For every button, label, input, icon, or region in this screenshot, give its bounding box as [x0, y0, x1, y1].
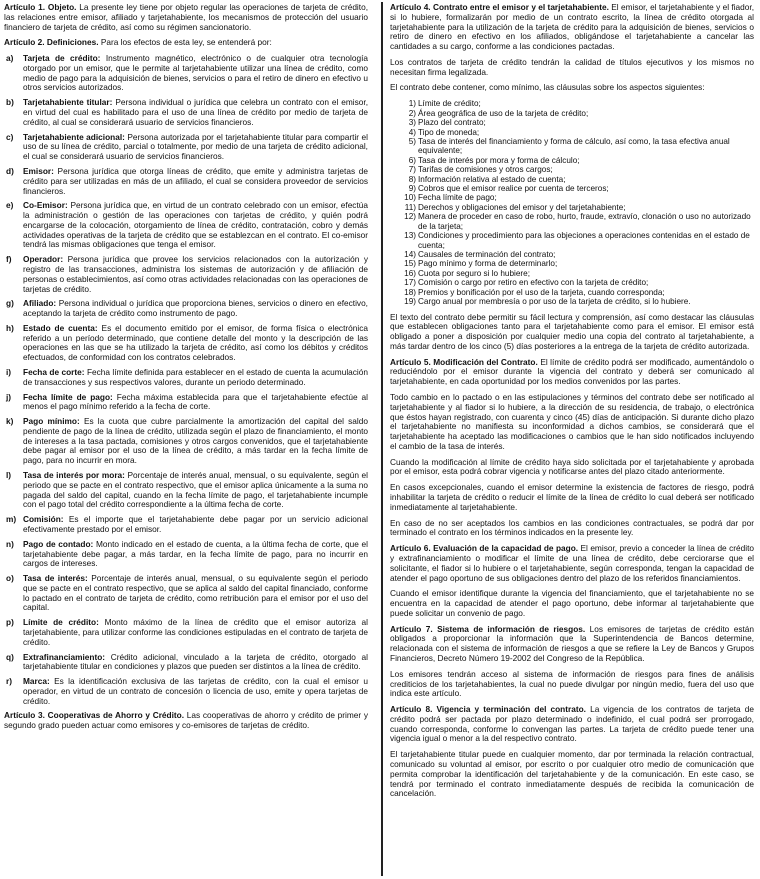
clause-text: Cargo anual por membresía o por uso de la tarjeta de crédito, si lo hubiere. [418, 297, 691, 307]
clause-number: 12) [404, 212, 416, 222]
clause-text: Tasa de interés por mora y forma de cálculo; [418, 155, 580, 165]
clause-number: 2) [408, 108, 416, 118]
definition-text: Porcentaje de interés anual, mensual, o su equivalente según el periodo que se pacte en el contrato respectivo, que se aplica al saldo del capital financiado, conforme lo pactado en el contrato de tarjeta de crédito, como retribución para el emisor por el uso del capital. [23, 573, 368, 613]
definition-term: Fecha límite de pago: [23, 391, 113, 402]
definition-body [23, 471, 368, 510]
left-column [4, 3, 368, 875]
definition-text: Persona individual o jurídica que celebra un contrato con el emisor, en virtud del cual es habilitado para el uso de una línea de crédito por medio de tarjeta de crédito, al cual se considerará usuario de servicios financieros. [23, 97, 368, 127]
clause-item [402, 184, 754, 193]
article-8-heading: Artículo 8. Vigencia y terminación del contrato. [390, 704, 586, 715]
clause-item [402, 297, 754, 306]
clause-text: Cobros que el emisor realice por cuenta de terceros; [418, 184, 609, 194]
article-5-paragraph-4: En casos excepcionales, cuando el emisor determine la existencia de factores de riesgo, podrá inhabilitar la tarjeta de crédito o reducir el límite de la línea de crédito lo cual deberá ser notificado inmediatamente al tarjetahabiente. [390, 482, 754, 512]
clause-text: Área geográfica de uso de la tarjeta de crédito; [418, 108, 589, 118]
definition-term: Pago mínimo: [23, 416, 80, 427]
article-5-paragraph-5: En caso de no ser aceptados los cambios en las condiciones contractuales, se podrá dar por terminado el contrato en los términos indicados en la presente ley. [390, 517, 754, 538]
definition-term: Tarjetahabiente titular: [23, 97, 113, 108]
definition-letter: b) [6, 97, 14, 108]
clause-item [402, 128, 754, 137]
clause-number: 4) [408, 127, 416, 137]
clause-number: 5) [408, 136, 416, 146]
definition-body [23, 201, 368, 250]
definition-term: Co-Emisor: [23, 200, 68, 211]
article-1-heading: Artículo 1. Objeto. [4, 3, 77, 12]
definition-item [4, 98, 368, 127]
clause-item [402, 156, 754, 165]
article-8 [390, 705, 754, 744]
definition-body [23, 368, 368, 388]
definition-letter: o) [6, 573, 14, 584]
definition-text: Crédito adicional, vinculado a la tarjeta de crédito, otorgado al tarjetahabiente titular en condiciones y plazos que pueden ser distintos a la línea de crédito. [23, 651, 368, 672]
definition-item [4, 299, 368, 319]
definition-body [23, 255, 368, 294]
article-3-heading: Artículo 3. Cooperativas de Ahorro y Crédito. [4, 710, 185, 721]
article-7-paragraph-2: Los emisores tendrán acceso al sistema de información de riesgos para fines de análisis crediticios de los tarjetahabientes, la cual no puede divulgar por ningún medio, fuera del uso que indica este artículo. [390, 668, 754, 699]
clause-number: 1) [408, 99, 416, 109]
article-8-paragraph-2: El tarjetahabiente titular puede en cualquier momento, dar por terminada la relación contractual, comunicado su voluntad al emisor, por escrito o por cualquier otro medio de comunicación que permita comprobar la identificación del tarjetahabiente y de la comunicación. En este caso, se tendrá por terminado el contrato inmediatamente después de recibida la comunicación de cancelación. [390, 749, 754, 799]
clause-item [402, 278, 754, 287]
article-5-text: El límite de crédito podrá ser modificado, aumentándolo o reduciéndolo por el emisor durante la vigencia del contrato y deberá ser comunicado al tarjetahabiente, en cada oportunidad por los medios convenidos por las partes. [390, 356, 754, 387]
definition-term: Estado de cuenta: [23, 322, 98, 333]
definition-item [4, 54, 368, 93]
clause-item [402, 137, 754, 156]
clause-text: Causales de terminación del contrato; [418, 250, 556, 259]
clause-number: 13) [404, 231, 416, 241]
definition-term: Marca: [23, 676, 50, 687]
article-6-text: El emisor, previo a conceder la línea de crédito y extrafinanciamiento o modificar el límite de una línea de crédito, debe cerciorarse que el solicitante, el fiador si lo hubiere o el tarjetahabiente, según corresponda, tengan la capacidad de atender el pago oportuno de sus obligaciones dentro del plazo de los referidos financiamientos. [390, 543, 754, 583]
article-5-paragraph-3: Cuando la modificación al límite de crédito haya sido solicitada por el tarjetahabiente y aprobada por el emisor, esta podrá cobrar vigencia y notificarse antes del plazo citado anteriormente. [390, 456, 754, 477]
clause-number: 16) [404, 268, 416, 278]
definition-item [4, 324, 368, 363]
definition-letter: c) [6, 131, 14, 142]
clause-number: 14) [404, 250, 416, 259]
definition-body [23, 540, 368, 569]
clause-item [402, 231, 754, 250]
definition-body [23, 324, 368, 363]
column-divider [381, 2, 383, 876]
definition-term: Pago de contado: [23, 538, 94, 549]
definition-text: Persona autorizada por el tarjetahabiente titular para compartir el uso de su línea de crédito, parcial o totalmente, por medio de una tarjeta de crédito adicional, el cual se considerará usuario de servicios financieros. [23, 131, 368, 162]
definition-text: Es la cuota que cubre parcialmente la amortización del capital del saldo pendiente de pago de la línea de crédito, utilizada según el plazo de financiamiento, el monto de intereses a la tasa pactada, comisiones y otros cargos convenidos, que el tarjetahabiente debe pagar al emisor por el uso de la línea de crédito, a más tardar en la fecha límite de pago, para no incurrir en mora. [23, 416, 368, 466]
clause-text: Fecha límite de pago; [418, 193, 497, 203]
definition-term: Extrafinanciamiento: [23, 651, 106, 662]
definition-item [4, 677, 368, 706]
article-6-paragraph-2: Cuando el emisor identifique durante la vigencia del financiamiento, que el tarjetahabiente no se encuentra en la capacidad de atender el pago oportuno, debe informar al tarjetahabiente que puede solicitar un convenio de pago. [390, 588, 754, 618]
definitions-list [4, 54, 368, 706]
clause-text: Tipo de moneda; [418, 127, 480, 137]
article-4-heading: Artículo 4. Contrato entre el emisor y el tarjetahabiente. [390, 3, 609, 12]
definition-body [23, 618, 368, 647]
definition-letter: p) [6, 617, 14, 628]
article-8-text: La vigencia de los contratos de tarjeta de crédito podrá ser pactada por plazo determinado o indefinido, el cual podrá ser prorrogado, cuando corresponda, conforme lo convengan las partes. La tarjeta de crédito puede tener una vigencia igual o menor a la del respectivo contrato. [390, 704, 754, 744]
definition-term: Tarjetahabiente adicional: [23, 131, 125, 142]
clause-item [402, 165, 754, 174]
clause-number: 18) [404, 287, 416, 297]
definition-item [4, 133, 368, 162]
clause-item [402, 203, 754, 212]
definition-term: Fecha de corte: [23, 367, 85, 377]
definition-text: Porcentaje de interés anual, mensual, o su equivalente, según el periodo que se pacte en el contrato respectivo, que el emisor aplica únicamente a la suma no pagada del saldo del capital, cuando en la fecha límite de pago, el tarjetahabiente incumple con el pago total del crédito correspondiente a la última fecha de corte. [23, 470, 368, 510]
clause-item [402, 259, 754, 268]
clause-item [402, 269, 754, 278]
definition-term: Tarjeta de crédito: [23, 53, 101, 64]
definition-term: Límite de crédito: [23, 617, 99, 628]
article-2-heading: Artículo 2. Definiciones. [4, 37, 99, 48]
definition-body [23, 167, 368, 196]
definition-letter: a) [6, 53, 14, 64]
definition-letter: j) [6, 391, 12, 402]
definition-item [4, 618, 368, 647]
definition-item [4, 201, 368, 250]
article-2 [4, 38, 368, 48]
clause-item [402, 193, 754, 202]
definition-item [4, 515, 368, 535]
definition-text: Es la identificación exclusiva de las tarjetas de crédito, con la cual el emisor u operador, en virtud de un contrato de concesión o licencia de uso, emite y opera tarjetas de crédito. [23, 676, 368, 706]
definition-letter: k) [6, 416, 14, 427]
article-7-text: Los emisores de tarjetas de crédito están obligados a proporcionar la información que la Superintendencia de Bancos determine, relacionada con el sistema de información de riesgos a que se refiere la Ley de Bancos y Grupos Financieros, Decreto Número 19-2002 del Congreso de la República. [390, 623, 754, 663]
article-5 [390, 358, 754, 387]
clause-text: Derechos y obligaciones del emisor y del tarjetahabiente; [418, 202, 626, 212]
definition-term: Tasa de interés: [23, 573, 88, 584]
article-1-text: La presente ley tiene por objeto regular las operaciones de tarjeta de crédito, las relaciones entre emisor, afiliado y tarjetahabiente, los mecanismos de protección del usuario financiero de tarjeta de crédito, así como su régimen sancionatorio. [4, 3, 368, 32]
clause-text: Plazo del contrato; [418, 118, 486, 128]
clause-text: Tasa de interés del financiamiento y forma de cálculo, así como, la tasa efectiva anual equivalente; [418, 136, 730, 156]
clause-number: 19) [404, 297, 416, 307]
definition-body [23, 133, 368, 162]
definition-letter: m) [6, 514, 17, 525]
clause-number: 9) [408, 184, 416, 194]
clause-text: Límite de crédito; [418, 99, 481, 109]
definition-item [4, 368, 368, 388]
clause-text: Cuota por seguro si lo hubiere; [418, 268, 530, 278]
article-4 [390, 3, 754, 52]
definition-item [4, 471, 368, 510]
definition-item [4, 574, 368, 613]
definition-body [23, 574, 368, 613]
clause-text: Comisión o cargo por retiro en efectivo con la tarjeta de crédito; [418, 278, 649, 288]
definition-text: Es el importe que el tarjetahabiente debe pagar por un servicio adicional efectivamente prestado por el emisor. [23, 514, 368, 534]
article-5-paragraph-2: Todo cambio en lo pactado o en las estipulaciones y términos del contrato debe ser notificado al tarjetahabiente y al fiador si lo hubiere, a la dirección de su residencia, de trabajo, o electrónica que éstos hayan registrado, con cuarenta y cinco (45) días de anticipación. Si durante dicho plazo el tarjetahabiente no manifiesta su inconformidad a dichos cambios, se considerará que el tarjetahabiente ha aceptado las modificaciones o cambios que le han sido notificados incluyendo el cambio de la tasa de interés. [390, 392, 754, 451]
definition-body [23, 393, 368, 413]
definition-body [23, 299, 368, 319]
definition-item [4, 540, 368, 569]
article-7 [390, 625, 754, 664]
definition-item [4, 653, 368, 673]
article-4-text: El emisor, el tarjetahabiente y el fiador, si lo hubiere, formalizarán por medio de un contrato escrito, la línea de crédito otorgada al tarjetahabiente para la utilización de la tarjeta de crédito para la adquisición de bienes, servicios o retiro de dinero en efectivo en los afiliados, obligándose el tarjetahabiente a cancelar las cantidades a su cargo, conforme a las condiciones pactadas. [390, 3, 754, 52]
definition-text: Monto máximo de la línea de crédito que el emisor autoriza al tarjetahabiente, para utilizar conforme las condiciones estipuladas en el contrato de tarjeta de crédito. [23, 617, 368, 647]
article-3-text: Las cooperativas de ahorro y crédito de primer y segundo grado pueden actuar como emisores y co-emisores de tarjetas de crédito. [4, 710, 368, 731]
definition-letter: g) [6, 298, 14, 309]
definition-body [23, 98, 368, 127]
definition-letter: r) [6, 676, 12, 687]
clause-text: Premios y bonificación por el uso de la tarjeta, cuando corresponda; [418, 287, 665, 297]
clause-number: 3) [408, 118, 416, 128]
definition-body [23, 417, 368, 466]
definition-letter: q) [6, 651, 14, 662]
clause-item [402, 99, 754, 108]
clause-number: 10) [404, 193, 416, 203]
article-4-paragraph-2: Los contratos de tarjeta de crédito tendrán la calidad de títulos ejecutivos y los mismos no necesitan firma legalizada. [390, 56, 754, 77]
definition-body [23, 677, 368, 706]
article-7-heading: Artículo 7. Sistema de información de riesgos. [390, 623, 586, 634]
definition-term: Afiliado: [23, 298, 57, 309]
clause-number: 17) [404, 278, 416, 288]
definition-text: Monto indicado en el estado de cuenta, a la última fecha de corte, que el tarjetahabiente debe pagar, a más tardar, en la fecha límite de pago, para no incurrir en cargos de intereses. [23, 538, 368, 569]
definition-term: Operador: [23, 254, 64, 265]
article-3 [4, 711, 368, 731]
definition-letter: e) [6, 200, 14, 211]
clause-item [402, 250, 754, 259]
clause-text: Tarifas de comisiones y otros cargos; [418, 165, 553, 175]
article-4-paragraph-3: El contrato debe contener, como mínimo, las cláusulas sobre los aspectos siguientes: [390, 82, 705, 93]
definition-text: Instrumento magnético, electrónico o de cualquier otra tecnología otorgado por un emisor, que le permite al tarjetahabiente utilizar una línea de crédito, como medio de pago para la adquisición de bienes, servicios o para el retiro de dinero en efectivo u otros servicios autorizados. [23, 53, 368, 93]
definition-letter: d) [6, 165, 14, 176]
clause-number: 15) [404, 259, 416, 269]
definition-item [4, 167, 368, 196]
clause-number: 8) [408, 174, 416, 184]
definition-letter: h) [6, 322, 14, 333]
contract-clauses-list [390, 99, 754, 306]
definition-text: Persona individual o jurídica que proporciona bienes, servicios o dinero en efectivo, aceptando la tarjeta de crédito como instrumento de pago. [23, 298, 368, 319]
article-2-text: Para los efectos de esta ley, se entenderá por: [100, 37, 272, 48]
definition-item [4, 417, 368, 466]
definition-term: Comisión: [23, 514, 64, 525]
clause-number: 7) [408, 165, 416, 175]
right-column [390, 3, 754, 875]
clause-item [402, 288, 754, 297]
clause-text: Pago mínimo y forma de determinarlo; [418, 259, 558, 269]
definition-letter: i) [6, 367, 12, 377]
definition-item [4, 255, 368, 294]
clause-item [402, 212, 754, 231]
definition-body [23, 515, 368, 535]
clause-item [402, 175, 754, 184]
article-4-paragraph-4: El texto del contrato debe permitir su fácil lectura y comprensión, así como destacar las cláusulas que establecen obligaciones tanto para el tarjetahabiente como para el emisor. El emisor está obligado a poner a disposición por cualquier medio una copia del contrato al tarjetahabiente, a más tardar dentro de los cinco (5) días posteriores a la entrega de la tarjeta de crédito autorizada. [390, 311, 754, 351]
clause-number: 6) [408, 155, 416, 165]
definition-body [23, 54, 368, 93]
clause-text: Información relativa al estado de cuenta; [418, 174, 566, 184]
definition-body [23, 653, 368, 673]
article-5-heading: Artículo 5. Modificación del Contrato. [390, 356, 538, 367]
definition-text: Persona jurídica que, en virtud de un contrato celebrado con un emisor, efectúa la administración o gestión de las operaciones con tarjetas de crédito, y quién podrá encargarse de la colocación, otorgamiento de línea de crédito, contratación, cobro y demás actividades operativas de la tarjeta de crédito que se establezcan en el contrato. El co-emisor tendrá las mismas obligaciones que tenga el emisor. [23, 200, 368, 250]
definition-item [4, 393, 368, 413]
definition-letter: l) [6, 470, 12, 481]
definition-text: Persona jurídica que provee los servicios relacionados con la autorización y registro de las transacciones, administra los sistemas de autorización y de afiliación de personas o establecimientos, así como otras actividades relacionadas con las operaciones de tarjetas de crédito. [23, 254, 368, 294]
clause-number: 11) [404, 202, 416, 212]
definition-letter: n) [6, 538, 14, 549]
article-6 [390, 544, 754, 583]
clause-text: Condiciones y procedimiento para las objeciones a operaciones contenidas en el estado de cuenta; [418, 231, 750, 250]
definition-term: Tasa de interés por mora: [23, 470, 125, 481]
definition-text: Fecha máxima establecida para que el tarjetahabiente efectúe al menos el pago mínimo referido a la fecha de corte. [23, 391, 368, 412]
definition-text: Es el documento emitido por el emisor, de forma física o electrónica referido a un período determinado, que contiene detalle del monto y la descripción de las operaciones en las que se ha utilizado la tarjeta de crédito, así como los débitos y créditos efectuados, de conformidad con los contratos celebrados. [23, 322, 368, 363]
clause-text: Manera de proceder en caso de robo, hurto, fraude, extravío, clonación o uso no autorizado de la tarjeta; [418, 212, 751, 231]
definition-text: Persona jurídica que otorga líneas de crédito, que emite y administra tarjetas de crédito para ser utilizadas en más de un afiliado, el cual se considera proveedor de servicios financieros. [23, 165, 368, 196]
article-1 [4, 3, 368, 32]
clause-item [402, 109, 754, 118]
definition-text: Fecha límite definida para establecer en el estado de cuenta la acumulación de transacciones y sus respectivos valores, durante un periodo determinado. [23, 367, 368, 387]
definition-letter: f) [6, 254, 12, 265]
definition-term: Emisor: [23, 165, 54, 176]
clause-item [402, 118, 754, 127]
article-6-heading: Artículo 6. Evaluación de la capacidad de pago. [390, 543, 579, 554]
